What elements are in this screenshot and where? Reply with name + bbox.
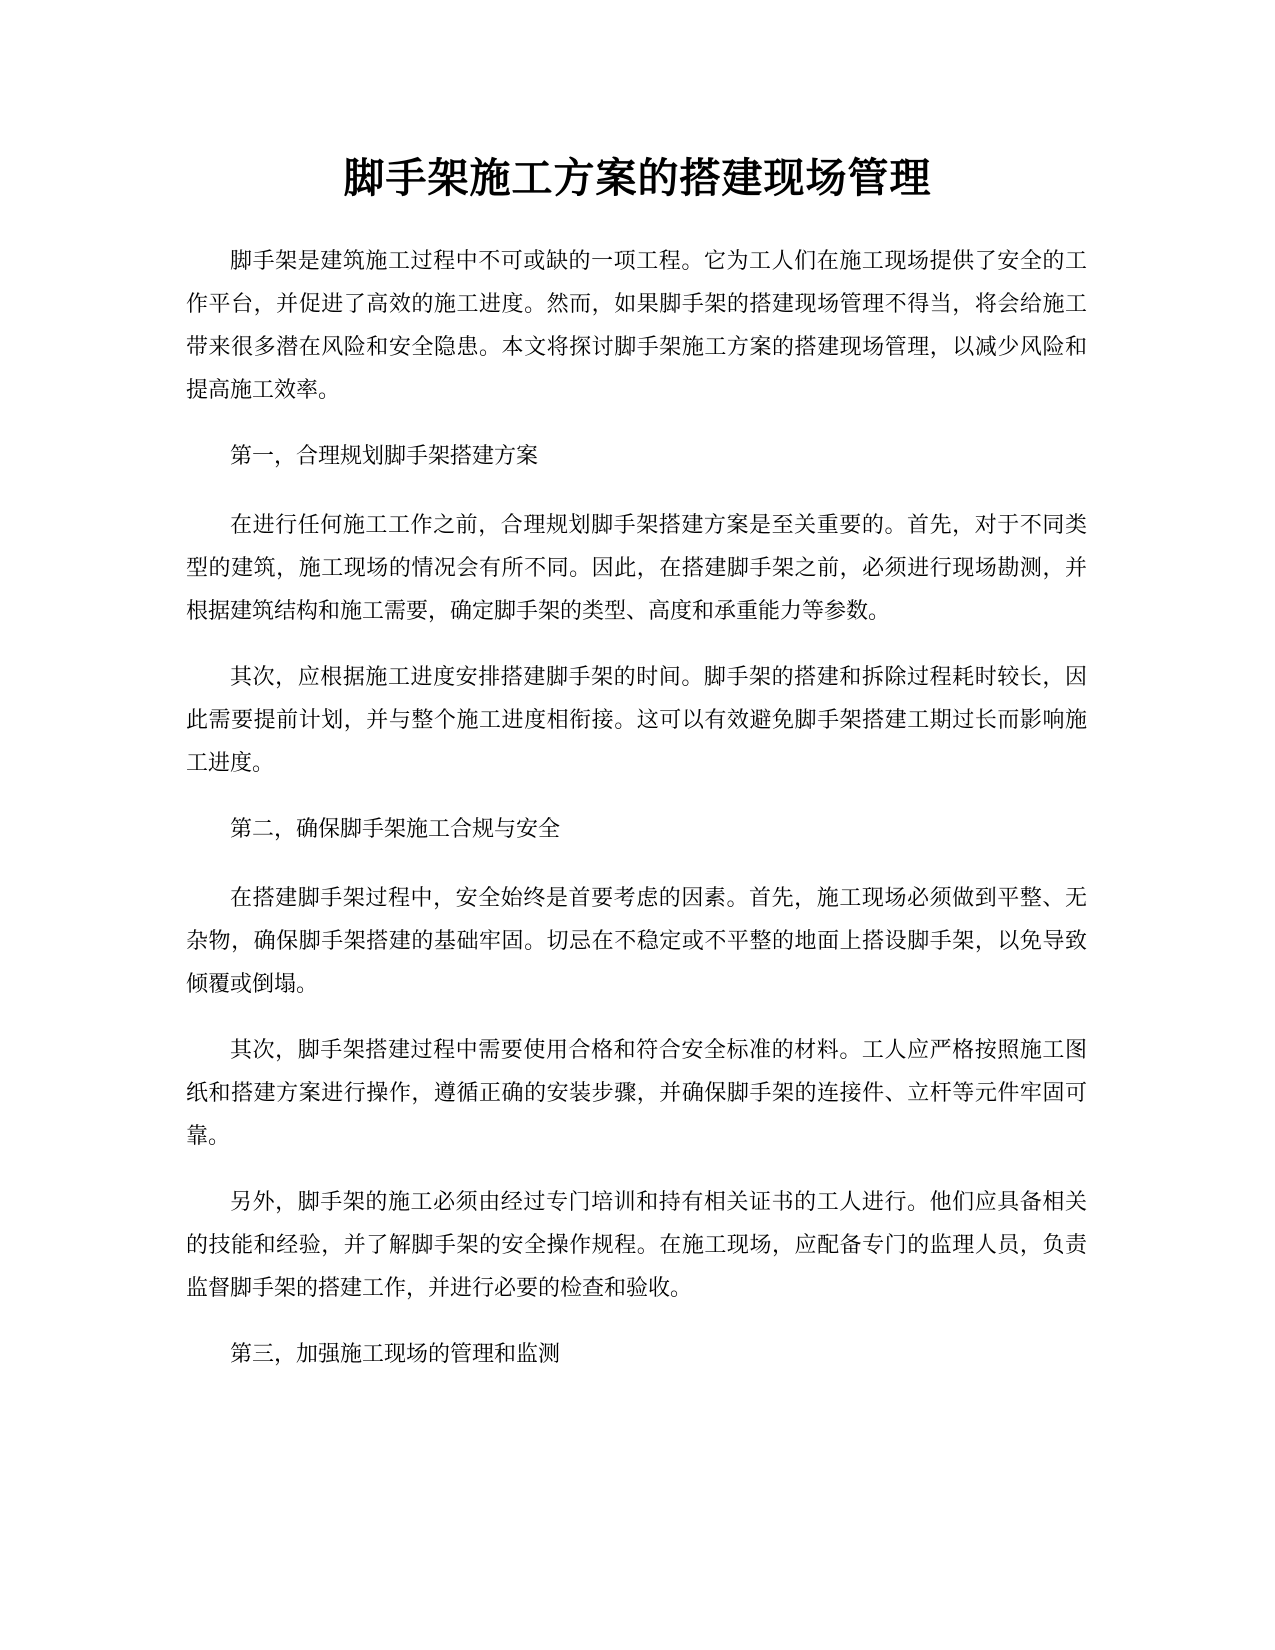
section-heading-3: 第三，加强施工现场的管理和监测 <box>230 1342 561 1367</box>
section-heading-2: 第二，确保脚手架施工合规与安全 <box>230 817 561 842</box>
body-paragraph: 在搭建脚手架过程中，安全始终是首要考虑的因素。首先，施工现场必须做到平整、无杂物，确保脚手架搭建的基础牢固。切忌在不稳定或不平整的地面上搭设脚手架，以免导致倾覆或倒塌。 <box>186 886 1087 997</box>
intro-paragraph: 脚手架是建筑施工过程中不可或缺的一项工程。它为工人们在施工现场提供了安全的工作平台，并促进了高效的施工进度。然而，如果脚手架的搭建现场管理不得当，将会给施工带来很多潜在风险和安全隐患。本文将探讨脚手架施工方案的搭建现场管理，以减少风险和提高施工效率。 <box>186 249 1087 403</box>
document-title: 脚手架施工方案的搭建现场管理 <box>343 154 932 202</box>
document-body <box>186 240 1087 1402</box>
body-paragraph: 在进行任何施工工作之前，合理规划脚手架搭建方案是至关重要的。首先，对于不同类型的建筑，施工现场的情况会有所不同。因此，在搭建脚手架之前，必须进行现场勘测，并根据建筑结构和施工需要，确定脚手架的类型、高度和承重能力等参数。 <box>186 513 1087 624</box>
body-paragraph: 其次，脚手架搭建过程中需要使用合格和符合安全标准的材料。工人应严格按照施工图纸和搭建方案进行操作，遵循正确的安装步骤，并确保脚手架的连接件、立杆等元件牢固可靠。 <box>186 1038 1087 1149</box>
body-paragraph: 另外，脚手架的施工必须由经过专门培训和持有相关证书的工人进行。他们应具备相关的技能和经验，并了解脚手架的安全操作规程。在施工现场，应配备专门的监理人员，负责监督脚手架的搭建工作，并进行必要的检查和验收。 <box>186 1190 1087 1301</box>
section-heading-1: 第一，合理规划脚手架搭建方案 <box>230 444 539 469</box>
body-paragraph: 其次，应根据施工进度安排搭建脚手架的时间。脚手架的搭建和拆除过程耗时较长，因此需要提前计划，并与整个施工进度相衔接。这可以有效避免脚手架搭建工期过长而影响施工进度。 <box>186 665 1087 776</box>
